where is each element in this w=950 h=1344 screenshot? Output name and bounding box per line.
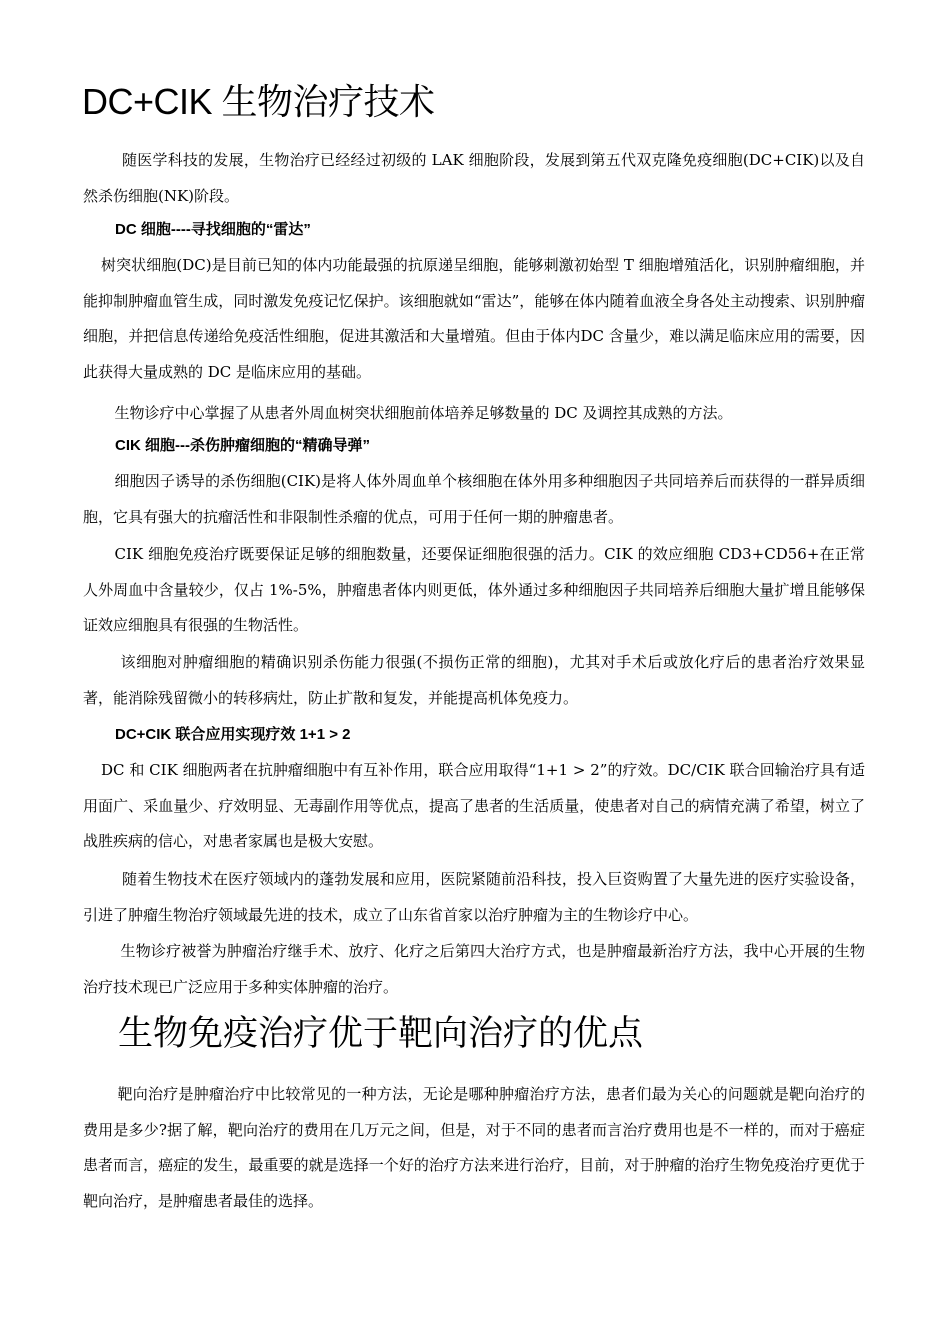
section-2-title: 生物免疫治疗优于靶向治疗的优点	[118, 1014, 644, 1053]
cik-section-heading: CIK 细胞---杀伤肿瘤细胞的“精确导弹”	[115, 437, 370, 454]
intro-paragraph: 随医学科技的发展，生物治疗已经经过初级的 LAK 细胞阶段，发展到第五代双克隆免疫细胞(DC+CIK)以及自然杀伤细胞(NK)阶段。	[83, 151, 865, 205]
combo-paragraph-2: 随着生物技术在医疗领域内的蓬勃发展和应用，医院紧随前沿科技，投入巨资购置了大量先进的医疗实验设备，引进了肿瘤生物治疗领域最先进的技术，成立了山东省首家以治疗肿瘤为主的生物诊疗中心。	[83, 870, 865, 924]
combo-paragraph-1: DC 和 CIK 细胞两者在抗肿瘤细胞中有互补作用，联合应用取得“1+1 > 2”的疗效。DC/CIK 联合回输治疗具有适用面广、采血量少、疗效明显、无毒副作用等优点，提高了患者的生活质量，使患者对自己的病情充满了希望，树立了战胜疾病的信心，对患者家属也是极大安慰。	[83, 761, 865, 850]
document-title: DC+CIK 生物治疗技术	[82, 81, 435, 122]
dc-section-heading: DC 细胞----寻找细胞的“雷达”	[115, 221, 311, 238]
section-2-paragraph: 靶向治疗是肿瘤治疗中比较常见的一种方法，无论是哪种肿瘤治疗方法，患者们最为关心的问题就是靶向治疗的费用是多少?据了解，靶向治疗的费用在几万元之间，但是，对于不同的患者而言治疗费用也是不一样的，而对于癌症患者而言，癌症的发生，最重要的就是选择一个好的治疗方法来进行治疗，目前，对于肿瘤的治疗生物免疫治疗更优于靶向治疗，是肿瘤患者最佳的选择。	[83, 1085, 865, 1210]
dc-paragraph-2: 生物诊疗中心掌握了从患者外周血树突状细胞前体培养足够数量的 DC 及调控其成熟的方法。	[114, 404, 733, 422]
cik-paragraph-2: CIK 细胞免疫治疗既要保证足够的细胞数量，还要保证细胞很强的活力。CIK 的效应细胞 CD3+CD56+在正常人外周血中含量较少，仅占 1%-5%，肿瘤患者体内则更低，体外通过多种细胞因子共同培养后细胞大量扩增且能够保证效应细胞具有很强的生物活性。	[83, 545, 865, 634]
combo-section-heading: DC+CIK 联合应用实现疗效 1+1 > 2	[115, 726, 351, 743]
cik-paragraph-1: 细胞因子诱导的杀伤细胞(CIK)是将人体外周血单个核细胞在体外用多种细胞因子共同培养后而获得的一群异质细胞，它具有强大的抗瘤活性和非限制性杀瘤的优点，可用于任何一期的肿瘤患者。	[83, 472, 865, 526]
cik-paragraph-3: 该细胞对肿瘤细胞的精确识别杀伤能力很强(不损伤正常的细胞)，尤其对手术后或放化疗后的患者治疗效果显著，能消除残留微小的转移病灶，防止扩散和复发，并能提高机体免疫力。	[83, 653, 865, 707]
combo-paragraph-3: 生物诊疗被誉为肿瘤治疗继手术、放疗、化疗之后第四大治疗方式，也是肿瘤最新治疗方法，我中心开展的生物治疗技术现已广泛应用于多种实体肿瘤的治疗。	[83, 942, 865, 996]
dc-paragraph-1: 树突状细胞(DC)是目前已知的体内功能最强的抗原递呈细胞，能够刺激初始型 T 细胞增殖活化，识别肿瘤细胞，并能抑制肿瘤血管生成，同时激发免疫记忆保护。该细胞就如“雷达”，能够在体内随着血液全身各处主动搜索、识别肿瘤细胞，并把信息传递给免疫活性细胞，促进其激活和大量增殖。但由于体内DC 含量少，难以满足临床应用的需要，因此获得大量成熟的 DC 是临床应用的基础。	[83, 256, 865, 381]
